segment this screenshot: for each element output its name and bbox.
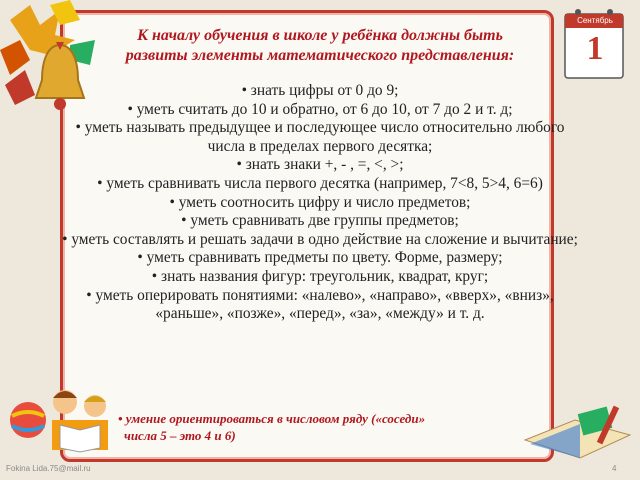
calendar-month: Сентябрь <box>577 16 613 25</box>
list-item: • уметь сравнивать две группы предметов; <box>181 212 459 230</box>
books-illustration <box>520 400 635 460</box>
note-line-1: • умение ориентироваться в числовом ряду («соседи» <box>118 411 426 426</box>
page-number: 4 <box>612 464 617 473</box>
number-line-note <box>118 410 528 444</box>
list-item: • уметь составлять и решать задачи в одно действие на сложение и вычитание; <box>62 230 578 248</box>
list-item: • уметь сравнивать числа первого десятка (например, 7<8, 5>4, 6=6) <box>97 174 543 192</box>
list-item: • уметь соотносить цифру и число предметов; <box>169 193 471 211</box>
children-reading-illustration <box>40 380 120 460</box>
list-item: • знать цифры от 0 до 9; <box>241 82 399 99</box>
page-title-line-1: К началу обучения в школе у ребёнка должны быть <box>137 27 503 44</box>
list-item: • уметь называть предыдущее и последующее число относительно любого числа в пределах первого десятка; <box>75 119 565 155</box>
list-item: • уметь сравнивать предметы по цвету. Форме, размеру; <box>137 249 503 267</box>
list-item: • уметь оперировать понятиями: «налево», «направо», «вверх», «вниз», «раньше», «позже», «перед», «за», «между» и т. д. <box>86 286 554 323</box>
page-title-line-2: развиты элементы математического представления: <box>125 47 515 64</box>
list-item: • знать знаки +, - , =, <, >; <box>236 156 404 174</box>
page-title <box>70 26 570 66</box>
calendar-day: 1 <box>586 30 604 67</box>
list-item: • уметь считать до 10 и обратно, от 6 до 10, от 7 до 2 и т. д; <box>127 100 513 118</box>
footer-email: Fokina Lida.75@mail.ru <box>6 464 91 473</box>
note-line-2: числа 5 – это 4 и 6) <box>124 428 236 443</box>
calendar-illustration <box>560 4 630 84</box>
list-item: • знать названия фигур: треугольник, квадрат, круг; <box>151 267 489 285</box>
skills-list <box>60 82 580 324</box>
